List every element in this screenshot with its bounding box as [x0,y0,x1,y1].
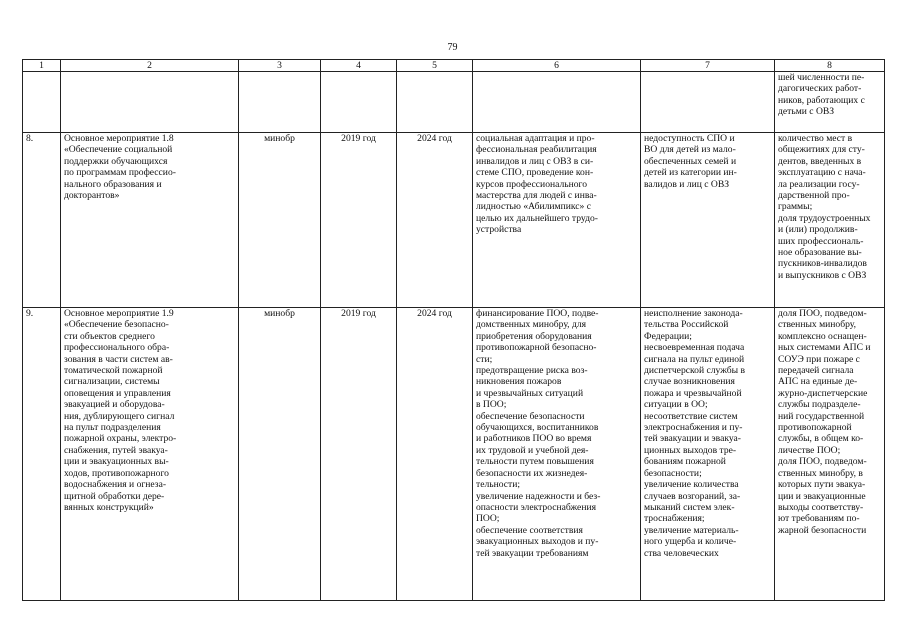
risks-cell [641,72,775,133]
executor-cell: минобр [239,308,321,601]
column-header: 2 [61,60,239,72]
event-name-cell: Основное мероприятие 1.8 «Обеспечение социальной поддержки обучающихся по программам профессио- нального образования и докторантов» [61,133,239,308]
indicators-cell: доля ПОО, подведом- ственных минобру, комплексно оснащен- ных системами АПС и СОУЭ при пожаре с передачей сигнала АПС на единые де- журно-диспетчерские службы подразделе- ний государственной противопожарной службы, в общем ко- личестве ПОО; доля ПОО, подведом- ственных минобру, в которых пути эвакуа- ции и эвакуационные выходы соответству- ют требованиям по- жарной безопасности [775,308,885,601]
column-header: 8 [775,60,885,72]
event-name-cell: Основное мероприятие 1.9 «Обеспечение безопасно- сти объектов среднего профессионального обра- зования в части систем ав- томатической пожарной сигнализации, системы оповещения и управления эвакуацией и оборудова- ния, дублирующего сигнал на пульт подразделения пожарной охраны, электро- снабжения, путей эвакуа- ции и эвакуационных вы- ходов, противопожарного водоснабжения и огнеза- щитной обработки дере- вянных конструкций» [61,308,239,601]
column-number-row [23,60,885,72]
indicators-cell: шей численности пе- дагогических работ- ников, работающих с детьми с ОВЗ [775,72,885,133]
column-header: 3 [239,60,321,72]
row-number [23,72,61,133]
executor-cell: минобр [239,133,321,308]
program-table [22,59,885,601]
executor-cell [239,72,321,133]
start-year-cell [321,72,397,133]
risks-cell: неисполнение законода- тельства Российской Федерации; несвоевременная подача сигнала на пульт единой диспетчерской службы в случае возникновения пожара и чрезвычайной ситуации в ОО; несоответствие систем электроснабжения и пу- тей эвакуации и эвакуа- ционных выходов тре- бованиям пожарной безопасности; увеличение количества случаев возгораний, за- мыканий систем элек- троснабжения; увеличение материаль- ного ущерба и количе- ства человеческих [641,308,775,601]
column-header: 4 [321,60,397,72]
column-header: 7 [641,60,775,72]
consequences-cell: социальная адаптация и про- фессиональная реабилитация инвалидов и лиц с ОВЗ в си- стеме СПО, проведение кон- курсов профессионального мастерства для людей с инва- лидностью «Абилимпикс» с целью их дальнейшего трудо- устройства [473,133,641,308]
end-year-cell: 2024 год [397,308,473,601]
table-row [23,308,885,601]
event-name-cell [61,72,239,133]
table-row-continuation [23,72,885,133]
end-year-cell: 2024 год [397,133,473,308]
column-header: 1 [23,60,61,72]
consequences-cell: финансирование ПОО, подве- домственных минобру, для приобретения оборудования противопожарной безопасно- сти; предотвращение риска воз- никновения пожаров и чрезвычайных ситуаций в ПОО; обеспечение безопасности обучающихся, воспитанников и работников ПОО во время их трудовой и учебной дея- тельности путем повышения безопасности их жизнедея- тельности; увеличение надежности и без- опасности электроснабжения ПОО; обеспечение соответствия эвакуационных выходов и пу- тей эвакуации требованиям [473,308,641,601]
table-row [23,133,885,308]
start-year-cell: 2019 год [321,308,397,601]
consequences-cell [473,72,641,133]
column-header: 6 [473,60,641,72]
page-number: 79 [447,42,458,53]
column-header: 5 [397,60,473,72]
start-year-cell: 2019 год [321,133,397,308]
row-number: 9. [23,308,61,601]
end-year-cell [397,72,473,133]
indicators-cell: количество мест в общежитиях для сту- дентов, введенных в эксплуатацию с нача- ла реализации госу- дарственной про- граммы; доля трудоустроенных и (или) продолжив- ших профессиональ- ное образование вы- пускников-инвалидов и выпускников с ОВЗ [775,133,885,308]
risks-cell: недоступность СПО и ВО для детей из мало- обеспеченных семей и детей из категории ин- валидов и лиц с ОВЗ [641,133,775,308]
row-number: 8. [23,133,61,308]
